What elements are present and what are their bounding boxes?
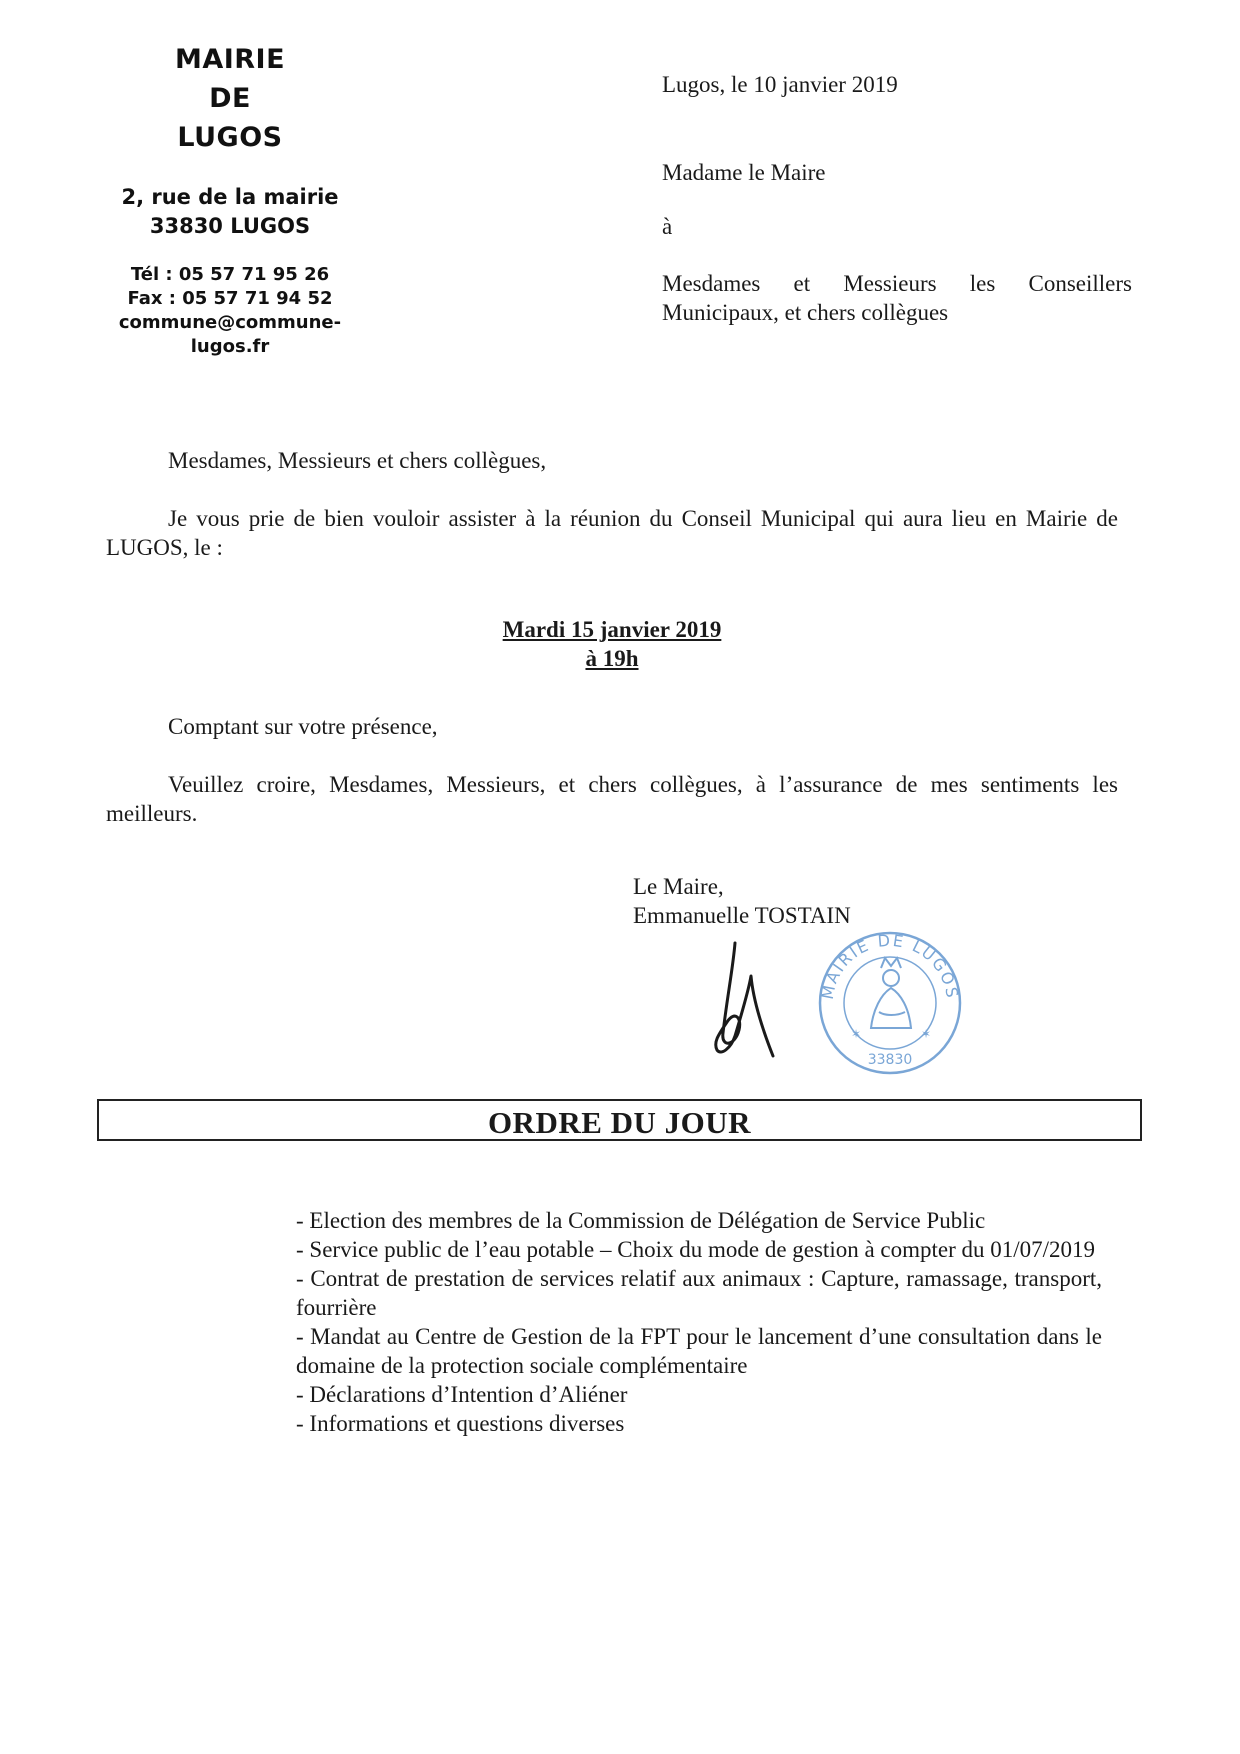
sender-email: commune@commune-lugos.fr xyxy=(118,312,342,357)
svg-text:✶: ✶ xyxy=(921,1027,932,1041)
handwritten-signature xyxy=(705,938,795,1068)
sender-org-line3: LUGOS xyxy=(177,122,283,153)
signature-block xyxy=(633,872,851,930)
agenda-item: - Contrat de prestation de services relatif aux animaux : Capture, ramassage, transport, fourrière xyxy=(296,1266,1102,1320)
invitation-paragraph: Je vous prie de bien vouloir assister à la réunion du Conseil Municipal qui aura lieu en Mairie de LUGOS, le : xyxy=(106,506,1118,560)
recipient-to-word: à xyxy=(662,214,673,239)
salutation: Mesdames, Messieurs et chers collègues, xyxy=(168,448,547,473)
sender-org-line2: DE xyxy=(209,83,251,114)
agenda-item: - Election des membres de la Commission de Délégation de Service Public xyxy=(296,1208,986,1233)
signature-title: Le Maire, xyxy=(633,874,724,899)
svg-text:✶: ✶ xyxy=(851,1027,862,1041)
recipient-from: Madame le Maire xyxy=(662,160,826,185)
counting-line: Comptant sur votre présence, xyxy=(168,714,438,739)
sender-org xyxy=(80,40,380,157)
sender-address xyxy=(80,183,380,241)
seal-text: MAIRIE DE LUGOS xyxy=(817,930,963,1001)
signature-name: Emmanuelle TOSTAIN xyxy=(633,903,851,928)
sender-fax: Fax : 05 57 71 94 52 xyxy=(127,288,333,309)
closing-paragraph: Veuillez croire, Mesdames, Messieurs, et chers collègues, à l’assurance de mes sentiments les meilleurs. xyxy=(106,772,1118,826)
recipient-to: Mesdames et Messieurs les Conseillers Municipaux, et chers collègues xyxy=(662,271,1132,325)
agenda-list xyxy=(296,1206,1102,1438)
agenda-item: - Informations et questions diverses xyxy=(296,1411,625,1436)
sender-org-line1: MAIRIE xyxy=(174,44,286,75)
agenda-title: ORDRE DU JOUR xyxy=(487,1105,752,1140)
meeting-date: Mardi 15 janvier 2019 xyxy=(502,617,722,642)
sender-contact xyxy=(80,263,380,359)
seal-postal-code: 33830 xyxy=(867,1052,913,1068)
sender-tel: Tél : 05 57 71 95 26 xyxy=(130,264,330,285)
meeting-time: à 19h xyxy=(585,646,639,671)
agenda-item: - Déclarations d’Intention d’Aliéner xyxy=(296,1382,628,1407)
sender-block xyxy=(80,40,380,359)
sender-address-line1: 2, rue de la mairie xyxy=(121,185,339,209)
agenda-item: - Service public de l’eau potable – Choix du mode de gestion à compter du 01/07/2019 xyxy=(296,1237,1096,1262)
agenda-item: - Mandat au Centre de Gestion de la FPT pour le lancement d’une consultation dans le domaine de la protection sociale complémentaire xyxy=(296,1324,1102,1378)
recipient-block xyxy=(662,158,1132,327)
sender-address-line2: 33830 LUGOS xyxy=(149,214,311,238)
letter-date: Lugos, le 10 janvier 2019 xyxy=(662,72,898,97)
town-seal xyxy=(815,928,965,1078)
agenda-title-box xyxy=(97,1099,1142,1141)
letter-body xyxy=(106,446,1118,828)
meeting-datetime xyxy=(106,615,1118,673)
